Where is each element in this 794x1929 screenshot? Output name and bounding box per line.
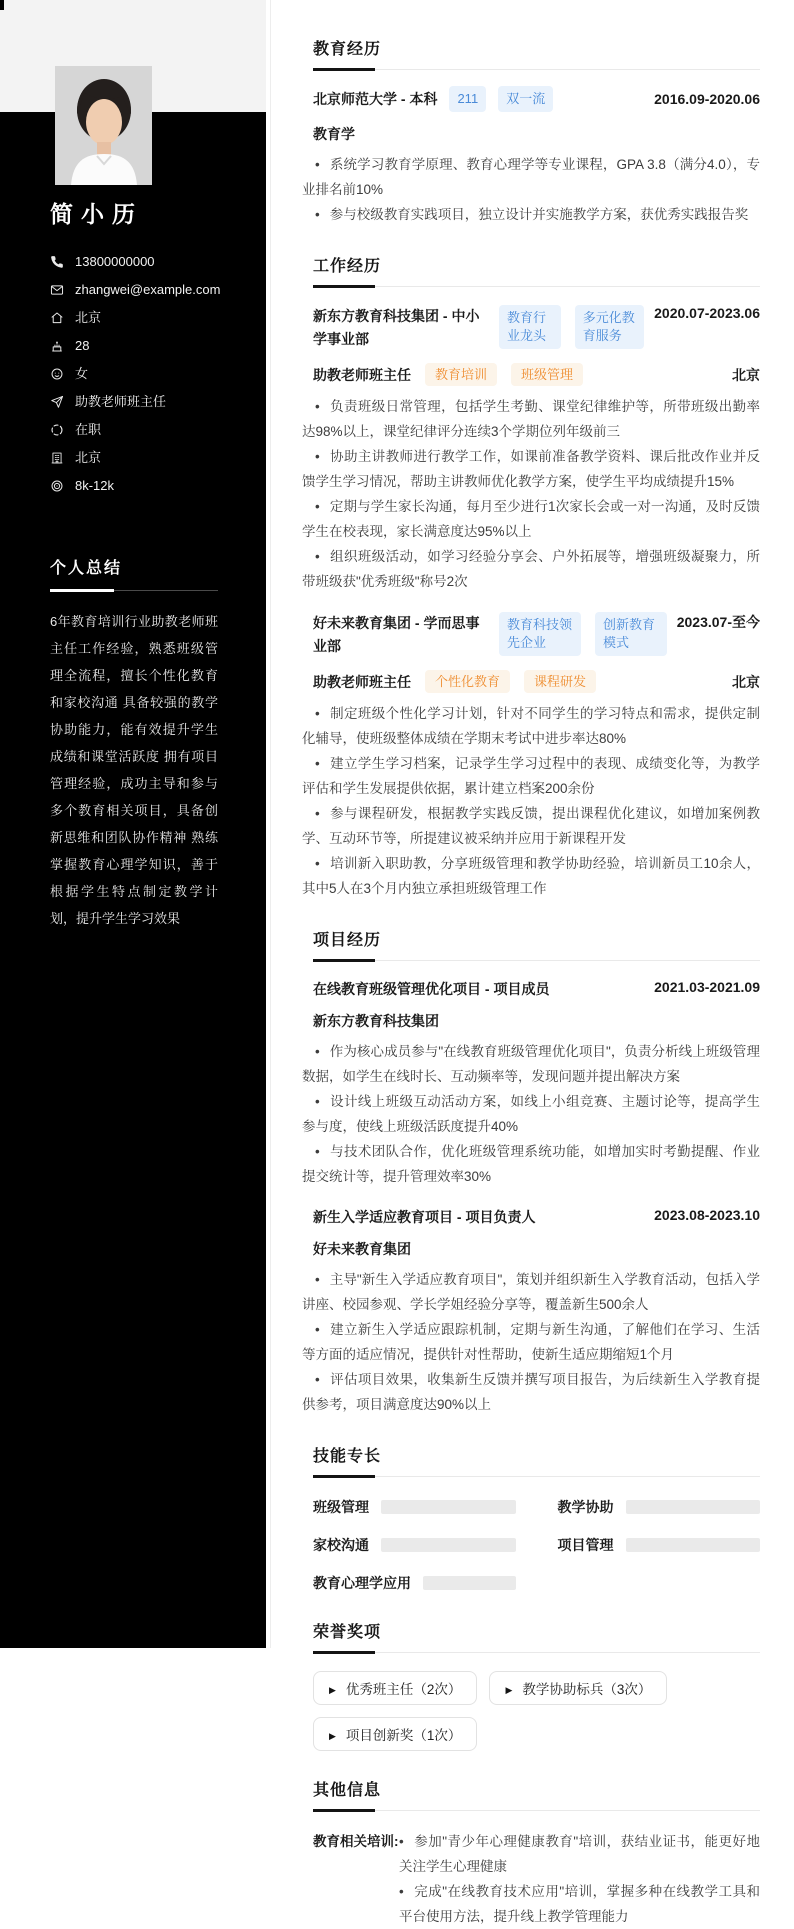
status-icon bbox=[50, 423, 64, 437]
job1-tag-1: 教育培训 bbox=[425, 363, 497, 386]
contact-status bbox=[50, 423, 218, 437]
play-icon bbox=[505, 1681, 512, 1696]
paper-plane-icon bbox=[50, 395, 64, 409]
skill-bar bbox=[381, 1500, 516, 1514]
skills-section bbox=[313, 1443, 760, 1593]
skills-grid bbox=[313, 1497, 760, 1593]
skills-header bbox=[313, 1443, 760, 1477]
honor-label: 优秀班主任（2次） bbox=[345, 1682, 462, 1697]
job1-tag-2: 班级管理 bbox=[511, 363, 583, 386]
other-info-title: 其他信息 bbox=[313, 1782, 382, 1799]
bullet-item: • 参加"青少年心理健康教育"培训，获结业证书，能更好地关注学生心理健康 bbox=[399, 1829, 760, 1879]
school-name: 北京师范大学 - 本科 bbox=[313, 91, 438, 107]
job1-head bbox=[313, 305, 760, 351]
page-divider bbox=[270, 0, 271, 1648]
profile-photo bbox=[55, 66, 152, 185]
project2-head bbox=[313, 1207, 760, 1227]
education-section bbox=[302, 36, 760, 227]
skill-label: 项目管理 bbox=[557, 1537, 614, 1553]
skill-bar bbox=[381, 1538, 516, 1552]
bullet-item: • 完成"在线教育技术应用"培训，掌握多种在线教学工具和平台使用方法，提升线上教学管理能力 bbox=[399, 1879, 760, 1929]
job2-company: 好未来教育集团 - 学而思事业部 bbox=[313, 615, 480, 654]
contact-gender bbox=[50, 367, 218, 381]
bullet-item: • 主导"新生入学适应教育项目"，策划并组织新生入学教育活动，包括入学讲座、校园参观、学长学姐经验分享等，覆盖新生500余人 bbox=[302, 1267, 760, 1317]
project1-org: 新东方教育科技集团 bbox=[313, 1013, 439, 1029]
honors-title: 荣誉奖项 bbox=[313, 1624, 382, 1641]
project2-name: 新生入学适应教育项目 - 项目负责人 bbox=[313, 1209, 536, 1225]
job1-company-badge-2: 多元化教育服务 bbox=[575, 305, 644, 349]
bullet-item: • 设计线上班级互动活动方案，如线上小组竞赛、主题讨论等，提高学生参与度，使线上班级活跃度提升40% bbox=[302, 1089, 760, 1139]
school-badge-double-first-class: 双一流 bbox=[498, 86, 553, 112]
job1-role: 助教老师班主任 bbox=[313, 366, 411, 383]
job1-company: 新东方教育科技集团 - 中小学事业部 bbox=[313, 308, 480, 347]
summary-header bbox=[50, 555, 218, 591]
skill-label: 教育心理学应用 bbox=[313, 1575, 411, 1591]
job2-location: 北京 bbox=[732, 673, 760, 690]
resume-main bbox=[271, 0, 794, 1929]
contact-gender-text: 女 bbox=[75, 366, 89, 381]
contact-age bbox=[50, 339, 218, 353]
skill-bar bbox=[626, 1538, 761, 1552]
other-info-section bbox=[313, 1777, 760, 1929]
projects-header bbox=[313, 927, 760, 961]
education-date: 2016.09-2020.06 bbox=[654, 91, 760, 107]
job2-head bbox=[313, 612, 760, 658]
skill-bar bbox=[423, 1576, 516, 1590]
skill-parent-communication bbox=[313, 1535, 516, 1555]
contact-status-text: 在职 bbox=[75, 422, 102, 437]
job2-role-row bbox=[313, 670, 760, 693]
job-entry-1 bbox=[302, 305, 760, 594]
skills-title: 技能专长 bbox=[313, 1448, 382, 1465]
work-section bbox=[302, 253, 760, 901]
corner-mark bbox=[0, 0, 4, 10]
contact-list bbox=[50, 254, 221, 493]
age-icon bbox=[50, 339, 64, 353]
job2-tag-1: 个性化教育 bbox=[425, 670, 510, 693]
other-bullet-list bbox=[399, 1829, 760, 1929]
project-entry-2 bbox=[302, 1207, 760, 1417]
major-name: 教育学 bbox=[313, 126, 355, 142]
skill-bar bbox=[626, 1500, 761, 1514]
projects-section bbox=[302, 927, 760, 1417]
skill-teaching-assist bbox=[558, 1497, 761, 1517]
contact-phone bbox=[50, 255, 218, 269]
other-info-label: 教育相关培训: bbox=[313, 1834, 399, 1849]
summary-title: 个人总结 bbox=[50, 560, 123, 577]
bullet-item: • 培训新入职助教，分享班级管理和教学协助经验，培训新员工10余人，其中5人在3个月内独立承担班级管理工作 bbox=[302, 851, 760, 901]
job2-bullet-list bbox=[302, 701, 760, 901]
phone-icon bbox=[50, 255, 64, 269]
job2-date: 2023.07-至今 bbox=[676, 614, 760, 630]
education-entry-head bbox=[313, 86, 760, 112]
contact-job-intention-text: 助教老师班主任 bbox=[75, 394, 167, 409]
school-badge-211: 211 bbox=[449, 86, 486, 112]
job1-bullet-list bbox=[302, 394, 760, 594]
work-title: 工作经历 bbox=[313, 258, 382, 275]
bullet-item: • 负责班级日常管理，包括学生考勤、课堂纪律维护等，所带班级出勤率达98%以上，课堂纪律评分连续3个学期位列年级前三 bbox=[302, 394, 760, 444]
project1-head bbox=[313, 979, 760, 999]
project2-date: 2023.08-2023.10 bbox=[654, 1207, 760, 1223]
skill-educational-psychology bbox=[313, 1573, 516, 1593]
bullet-item: • 与技术团队合作，优化班级管理系统功能，如增加实时考勤提醒、作业提交统计等，提升管理效率30% bbox=[302, 1139, 760, 1189]
target-icon bbox=[50, 479, 64, 493]
honor-pill-innovation-award bbox=[313, 1717, 477, 1751]
skill-project-management bbox=[558, 1535, 761, 1555]
contact-age-text: 28 bbox=[75, 338, 90, 353]
honors-section bbox=[313, 1619, 760, 1751]
skill-label: 班级管理 bbox=[313, 1499, 369, 1515]
job2-company-badge-1: 教育科技领先企业 bbox=[499, 612, 581, 656]
honor-label: 教学协助标兵（3次） bbox=[522, 1682, 652, 1697]
contact-salary-text: 8k-12k bbox=[75, 478, 115, 493]
building-icon bbox=[50, 451, 64, 465]
sidebar bbox=[0, 0, 266, 1648]
job1-date: 2020.07-2023.06 bbox=[654, 305, 760, 321]
education-title: 教育经历 bbox=[313, 41, 382, 58]
education-bullet-list bbox=[302, 152, 760, 227]
bullet-item: • 协助主讲教师进行教学工作，如课前准备教学资料、课后批改作业并反馈学生学习情况，帮助主讲教师优化教学方案，使学生平均成绩提升15% bbox=[302, 444, 760, 494]
education-header bbox=[313, 36, 760, 70]
bullet-item: • 参与课程研发，根据教学实践反馈，提出课程优化建议，如增加案例教学、互动环节等，所提建议被采纳并应用于新课程开发 bbox=[302, 801, 760, 851]
summary-text: 6年教育培训行业助教老师班主任工作经验，熟悉班级管理全流程，擅长个性化教育和家校沟通 具备较强的教学协助能力，能有效提升学生成绩和课堂活跃度 拥有项目管理经验，成功主导和参与多个教育相关项目，具备创新思维和团队协作精神 熟练掌握教育心理学知识，善于根据学生特点制定教学计划，提升学生学习效果 bbox=[50, 614, 218, 926]
contact-phone-text: 13800000000 bbox=[75, 254, 155, 269]
contact-home-city-text: 北京 bbox=[75, 310, 102, 325]
gender-icon bbox=[50, 367, 64, 381]
project-entry-1 bbox=[302, 979, 760, 1189]
contact-work-city bbox=[50, 451, 218, 465]
contact-work-city-text: 北京 bbox=[75, 450, 102, 465]
honor-pill-excellent-teacher bbox=[313, 1671, 477, 1705]
bullet-item: • 建立新生入学适应跟踪机制，定期与新生沟通，了解他们在学习、生活等方面的适应情况，提供针对性帮助，使新生适应期缩短1个月 bbox=[302, 1317, 760, 1367]
home-icon bbox=[50, 311, 64, 325]
contact-job-intention bbox=[50, 395, 218, 409]
skill-class-management bbox=[313, 1497, 516, 1517]
bullet-item: • 系统学习教育学原理、教育心理学等专业课程，GPA 3.8（满分4.0），专业排名前10% bbox=[302, 152, 760, 202]
email-icon bbox=[50, 283, 64, 297]
other-info-header bbox=[313, 1777, 760, 1811]
project1-name: 在线教育班级管理优化项目 - 项目成员 bbox=[313, 981, 550, 997]
skill-label: 教学协助 bbox=[557, 1499, 614, 1515]
project2-bullet-list bbox=[302, 1267, 760, 1417]
skill-label: 家校沟通 bbox=[313, 1537, 369, 1553]
job1-location: 北京 bbox=[732, 366, 760, 383]
work-header bbox=[313, 253, 760, 287]
play-icon bbox=[329, 1727, 336, 1742]
other-info-row bbox=[313, 1829, 760, 1929]
job-entry-2 bbox=[302, 612, 760, 901]
project1-date: 2021.03-2021.09 bbox=[654, 979, 760, 995]
bullet-item: • 建立学生学习档案，记录学生学习过程中的表现、成绩变化等，为教学评估和学生发展提供依据，累计建立档案200余份 bbox=[302, 751, 760, 801]
honor-pill-assist-model bbox=[489, 1671, 667, 1705]
bullet-item: • 组织班级活动，如学习经验分享会、户外拓展等，增强班级凝聚力，所带班级获"优秀班级"称号2次 bbox=[302, 544, 760, 594]
job2-role: 助教老师班主任 bbox=[313, 673, 411, 690]
bullet-item: • 制定班级个性化学习计划，针对不同学生的学习特点和需求，提供定制化辅导，使班级整体成绩在学期末考试中进步率达80% bbox=[302, 701, 760, 751]
job1-role-row bbox=[313, 363, 760, 386]
contact-home-city bbox=[50, 311, 218, 325]
bullet-item: • 作为核心成员参与"在线教育班级管理优化项目"，负责分析线上班级管理数据，如学生在线时长、互动频率等，发现问题并提出解决方案 bbox=[302, 1039, 760, 1089]
personal-summary-section bbox=[50, 555, 218, 932]
bullet-item: • 评估项目效果，收集新生反馈并撰写项目报告，为后续新生入学教育提供参考，项目满意度达90%以上 bbox=[302, 1367, 760, 1417]
job1-company-badge-1: 教育行业龙头 bbox=[499, 305, 561, 349]
person-name: 简小历 bbox=[50, 201, 143, 227]
bullet-item: • 参与校级教育实践项目，独立设计并实施教学方案，获优秀实践报告奖 bbox=[302, 202, 760, 227]
bullet-item: • 定期与学生家长沟通，每月至少进行1次家长会或一对一沟通，及时反馈学生在校表现，家长满意度达95%以上 bbox=[302, 494, 760, 544]
honor-label: 项目创新奖（1次） bbox=[345, 1728, 462, 1743]
contact-email-text: zhangwei@example.com bbox=[75, 282, 221, 297]
honor-list bbox=[313, 1671, 760, 1751]
project1-bullet-list bbox=[302, 1039, 760, 1189]
project2-org: 好未来教育集团 bbox=[313, 1241, 411, 1257]
contact-salary bbox=[50, 479, 218, 493]
contact-email bbox=[50, 282, 221, 297]
job2-company-badge-2: 创新教育模式 bbox=[595, 612, 667, 656]
projects-title: 项目经历 bbox=[313, 932, 382, 949]
job2-tag-2: 课程研发 bbox=[524, 670, 596, 693]
play-icon bbox=[329, 1681, 336, 1696]
